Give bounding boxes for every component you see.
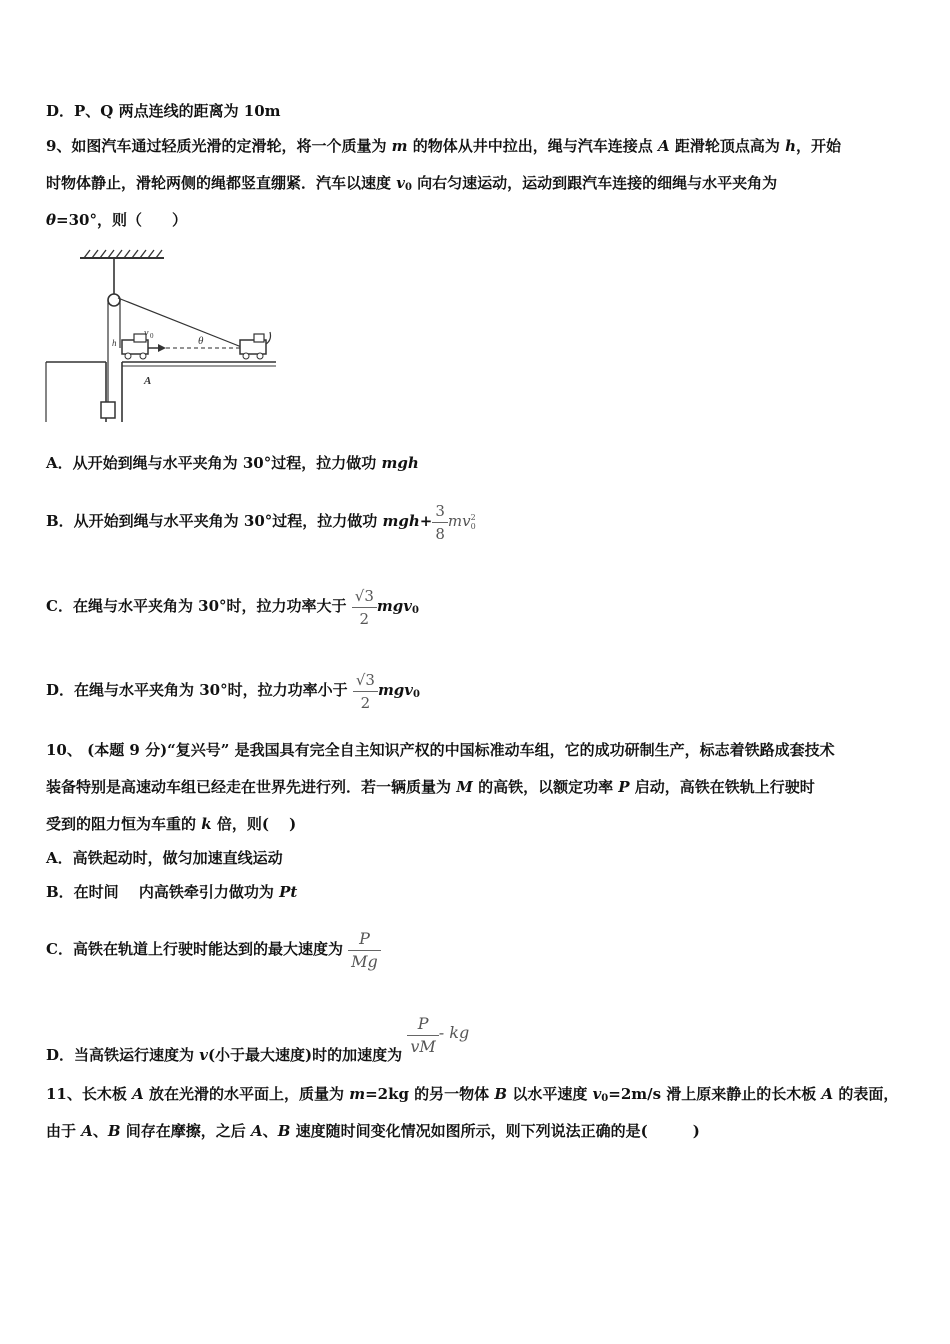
well-mass-icon — [101, 402, 115, 418]
q11-text: 以水平速度 — [507, 1085, 593, 1103]
q10-option-a — [46, 848, 283, 868]
q9-stem-line1 — [46, 136, 841, 156]
q11-var-b: B — [494, 1085, 508, 1103]
q9-option-a-math: mgh — [381, 454, 419, 472]
q8-option-d-text: D．P、Q 两点连线的距离为 10m — [46, 102, 281, 120]
q9-option-c-text: C．在绳与水平夹角为 30°时，拉力功率大于 — [46, 597, 352, 615]
q10-option-a-text: A．高铁起动时，做匀加速直线运动 — [46, 849, 283, 867]
q10-option-d-fraction — [407, 1014, 438, 1057]
q11-stem-line2 — [46, 1121, 700, 1141]
q11-text: 、 — [262, 1122, 278, 1140]
q9-option-d — [46, 657, 420, 723]
q10-option-d — [46, 1000, 469, 1066]
q9-option-b — [46, 488, 476, 554]
q9-option-c-sub: 0 — [411, 605, 419, 616]
q11-var-a: A — [132, 1085, 144, 1103]
fraction-denominator: vM — [410, 1037, 436, 1056]
fraction-denominator: 2 — [360, 693, 371, 712]
q9-option-b-text: B．从开始到绳与水平夹角为 30°过程，拉力做功 — [46, 512, 383, 530]
q11-text: 的表面， — [833, 1085, 899, 1103]
q9-option-c-fraction: $\frac{√3}{2}$ — [352, 586, 377, 629]
q10-option-d-tail: - kg — [438, 1023, 470, 1042]
q9-stem-line2 — [46, 173, 777, 198]
q9-option-a-text: A．从开始到绳与水平夹角为 30°过程，拉力做功 — [46, 454, 382, 472]
q10-var-m: M — [456, 778, 473, 796]
q9-var-v-sub: 0 — [404, 182, 412, 193]
q9-text: 距滑轮顶点高为 — [669, 137, 786, 155]
q11-text: =2m/s 滑上原来静止的长木板 — [608, 1085, 822, 1103]
q11-var-a: A — [251, 1122, 263, 1140]
q10-option-b — [46, 882, 297, 902]
q11-text: 速度随时间变化情况如图所示，则下列说法正确的是( ) — [290, 1122, 700, 1140]
q9-stem-line3 — [46, 210, 187, 230]
q10-option-d-text: (小于最大速度)时的加速度为 — [207, 1046, 408, 1064]
q11-text: =2kg 的另一物体 — [365, 1085, 495, 1103]
q9-var-theta: θ — [46, 211, 57, 229]
q9-var-m: m — [391, 137, 408, 155]
q10-option-c-text: C．高铁在轨道上行驶时能达到的最大速度为 — [46, 940, 349, 958]
q9-var-v: v — [396, 174, 405, 192]
q10-option-d-var-v: v — [199, 1046, 208, 1064]
q9-option-b-sub: 0 — [470, 522, 476, 531]
q11-text: 、 — [92, 1122, 108, 1140]
q10-var-k: k — [201, 815, 212, 833]
q10-option-b-text: B．在时间 内高铁牵引力做功为 — [46, 883, 280, 901]
q11-var-b: B — [277, 1122, 291, 1140]
q9-text: 的物体从井中拉出，绳与汽车连接点 — [407, 137, 658, 155]
q10-text: 的高铁，以额定功率 — [472, 778, 619, 796]
q11-var-v: v — [592, 1085, 602, 1103]
fraction-numerator: 3 — [435, 501, 445, 520]
q10-option-b-math: Pt — [279, 883, 298, 901]
q10-text: 10、 (本题 9 分)“复兴号” 是我国具有完全自主知识产权的中国标准动车组，它的成功研制生产，标志着铁路成套技术 — [46, 741, 835, 759]
q11-var-a: A — [821, 1085, 834, 1103]
q9-text: 9、如图汽车通过轻质光滑的定滑轮，将一个质量为 — [46, 137, 392, 155]
q11-var-m: m — [349, 1085, 366, 1103]
figure-v-label: v — [144, 328, 149, 339]
q11-var-b: B — [107, 1122, 121, 1140]
q11-text: 放在光滑的水平面上，质量为 — [143, 1085, 350, 1103]
q10-text: 倍，则( ) — [211, 815, 297, 833]
fraction-numerator: P — [417, 1014, 429, 1033]
q10-text: 受到的阻力恒为车重的 — [46, 815, 202, 833]
fraction-numerator: P — [359, 928, 370, 948]
figure-theta-label: θ — [198, 335, 204, 347]
fraction-denominator: Mg — [351, 951, 378, 971]
q9-option-d-text: D．在绳与水平夹角为 30°时，拉力功率小于 — [46, 681, 353, 699]
q11-stem-line1 — [46, 1084, 898, 1109]
q11-text: 11、长木板 — [46, 1085, 133, 1103]
q11-text: 由于 — [46, 1122, 82, 1140]
q11-var-v-sub: 0 — [601, 1093, 609, 1104]
q9-option-d-sub: 0 — [413, 689, 420, 700]
q10-text: 启动，高铁在铁轨上行驶时 — [629, 778, 815, 796]
q9-pulley-figure — [44, 244, 276, 424]
q10-stem-line2 — [46, 777, 815, 797]
q10-var-p: P — [618, 778, 630, 796]
q9-text: ，开始 — [796, 137, 842, 155]
q8-option-d — [46, 101, 281, 121]
q9-var-h: h — [785, 137, 796, 155]
q9-text: 时物体静止，滑轮两侧的绳都竖直绷紧．汽车以速度 — [46, 174, 397, 192]
figure-h-label: h — [112, 338, 117, 348]
q9-option-b-sup: 2 — [470, 513, 476, 522]
q9-option-c — [46, 573, 419, 639]
q9-option-c-tail: mgv — [376, 597, 412, 615]
fraction-sqrt-radicand: 3 — [365, 670, 375, 689]
q9-option-b-fraction — [432, 501, 448, 544]
q9-option-b-tail: mv — [447, 512, 471, 530]
q10-option-c — [46, 916, 381, 982]
q10-stem-line1 — [46, 740, 835, 760]
q10-stem-line3 — [46, 814, 296, 834]
q11-text: 间存在摩擦，之后 — [120, 1122, 252, 1140]
q9-text: 向右匀速运动，运动到跟汽车连接的细绳与水平夹角为 — [411, 174, 778, 192]
car-final-icon — [240, 332, 271, 359]
q10-option-c-fraction — [348, 929, 381, 972]
q9-option-a — [46, 453, 419, 473]
q11-var-a: A — [81, 1122, 93, 1140]
fraction-denominator: 2 — [359, 609, 370, 628]
q9-var-a: A — [658, 137, 670, 155]
figure-v-sub: 0 — [150, 332, 154, 340]
q9-text: =30°，则（ ） — [56, 211, 187, 229]
fraction-sqrt-radicand: 3 — [364, 586, 374, 605]
q10-option-d-text: D．当高铁运行速度为 — [46, 1046, 200, 1064]
q10-text: 装备特别是高速动车组已经走在世界先进行列．若一辆质量为 — [46, 778, 457, 796]
figure-a-label: A — [144, 375, 152, 387]
q9-option-d-fraction: $\frac{√3}{2}$ — [353, 670, 378, 713]
q9-option-d-tail: mgv — [377, 681, 414, 699]
pulley-icon — [108, 294, 120, 306]
q9-option-b-math: mgh+ — [382, 512, 433, 530]
fraction-denominator: 8 — [435, 524, 445, 543]
